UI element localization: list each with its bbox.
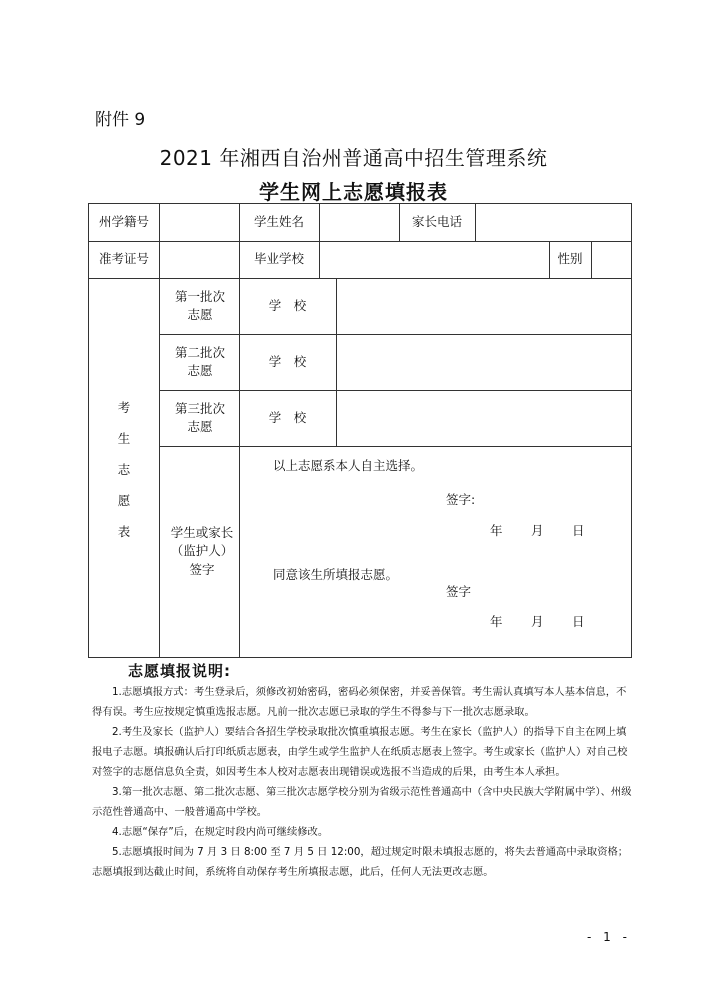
col-divider bbox=[159, 204, 160, 241]
col-divider bbox=[591, 241, 592, 278]
page-number: - 1 - bbox=[587, 930, 631, 944]
col-divider bbox=[319, 204, 320, 241]
note-item: 2.考生及家长（监护人）要结合各招生学校录取批次慎重填报志愿。考生在家长（监护人）的指导下自主在网上填报电子志愿。填报确认后打印纸质志愿表，由学生或学生监护人在纸质志愿表上签字。考生或家长（监护人）对自己校对签字的志愿信息负全责，如因考生本人校对志愿表出现错误或选报不当造成的后果，由考生本人承担。 bbox=[92, 726, 628, 778]
col-divider bbox=[159, 278, 160, 657]
col-divider bbox=[336, 278, 337, 446]
parent-statement: 同意该生所填报志愿。 bbox=[273, 566, 399, 582]
attachment-label: 附件 9 bbox=[95, 110, 146, 130]
section-label-char: 表 bbox=[117, 524, 131, 539]
application-form-table bbox=[88, 203, 632, 658]
notes-title: 志愿填报说明: bbox=[128, 662, 231, 680]
notes-list bbox=[92, 682, 632, 882]
signature-label: 学生或家长（监护人）签字 bbox=[170, 525, 234, 577]
student-name-label: 学生姓名 bbox=[253, 214, 304, 230]
parent-phone-label: 家长电话 bbox=[411, 214, 462, 230]
section-label-char: 生 bbox=[117, 431, 131, 446]
batch-2-school-label: 学 校 bbox=[268, 353, 307, 369]
page-subtitle: 学生网上志愿填报表 bbox=[259, 180, 448, 204]
batch-3-school-label: 学 校 bbox=[268, 409, 307, 425]
note-item: 3.第一批次志愿、第二批次志愿、第三批次志愿学校分别为省级示范性普通高中（含中央民族大学附属中学）、州级示范性普通高中、一般普通高中学校。 bbox=[92, 786, 632, 818]
gender-label: 性别 bbox=[557, 251, 583, 267]
col-divider bbox=[159, 241, 160, 278]
batch-3-label: 第三批次志愿 bbox=[174, 400, 225, 434]
section-label-char: 考 bbox=[117, 400, 131, 415]
student-sign-date: 年 月 日 bbox=[490, 522, 593, 538]
exam-number-label: 准考证号 bbox=[98, 251, 149, 267]
note-item: 4.志愿“保存”后，在规定时段内尚可继续修改。 bbox=[112, 826, 329, 838]
section-label-vertical bbox=[89, 278, 159, 657]
col-divider bbox=[319, 241, 320, 278]
section-label-char: 志 bbox=[117, 462, 131, 477]
student-sign-label: 签字: bbox=[446, 491, 476, 507]
parent-sign-label: 签字 bbox=[446, 583, 472, 599]
batch-1-label: 第一批次志愿 bbox=[174, 288, 225, 322]
note-item: 5.志愿填报时间为 7 月 3 日 8:00 至 7 月 5 日 12:00，超过规定时限未填报志愿的，将失去普通高中录取资格；志愿填报到达截止时间，系统将自动保存考生所填报志愿，此后，任何人无法更改志愿。 bbox=[92, 846, 629, 878]
student-id-label: 州学籍号 bbox=[98, 214, 149, 230]
graduation-school-label: 毕业学校 bbox=[253, 251, 304, 267]
batch-1-school-label: 学 校 bbox=[268, 297, 307, 313]
page-title: 2021 年湘西自治州普通高中招生管理系统 bbox=[159, 146, 548, 170]
batch-2-label: 第二批次志愿 bbox=[174, 344, 225, 378]
section-label-char: 愿 bbox=[117, 493, 131, 508]
student-statement: 以上志愿系本人自主选择。 bbox=[273, 457, 424, 473]
col-divider bbox=[475, 204, 476, 241]
note-item: 1.志愿填报方式：考生登录后，须修改初始密码，密码必须保密，并妥善保管。考生需认真填写本人基本信息，不得有误。考生应按规定慎重选报志愿。凡前一批次志愿已录取的学生不得参与下一批次志愿录取。 bbox=[92, 686, 627, 718]
parent-sign-date: 年 月 日 bbox=[490, 613, 593, 629]
